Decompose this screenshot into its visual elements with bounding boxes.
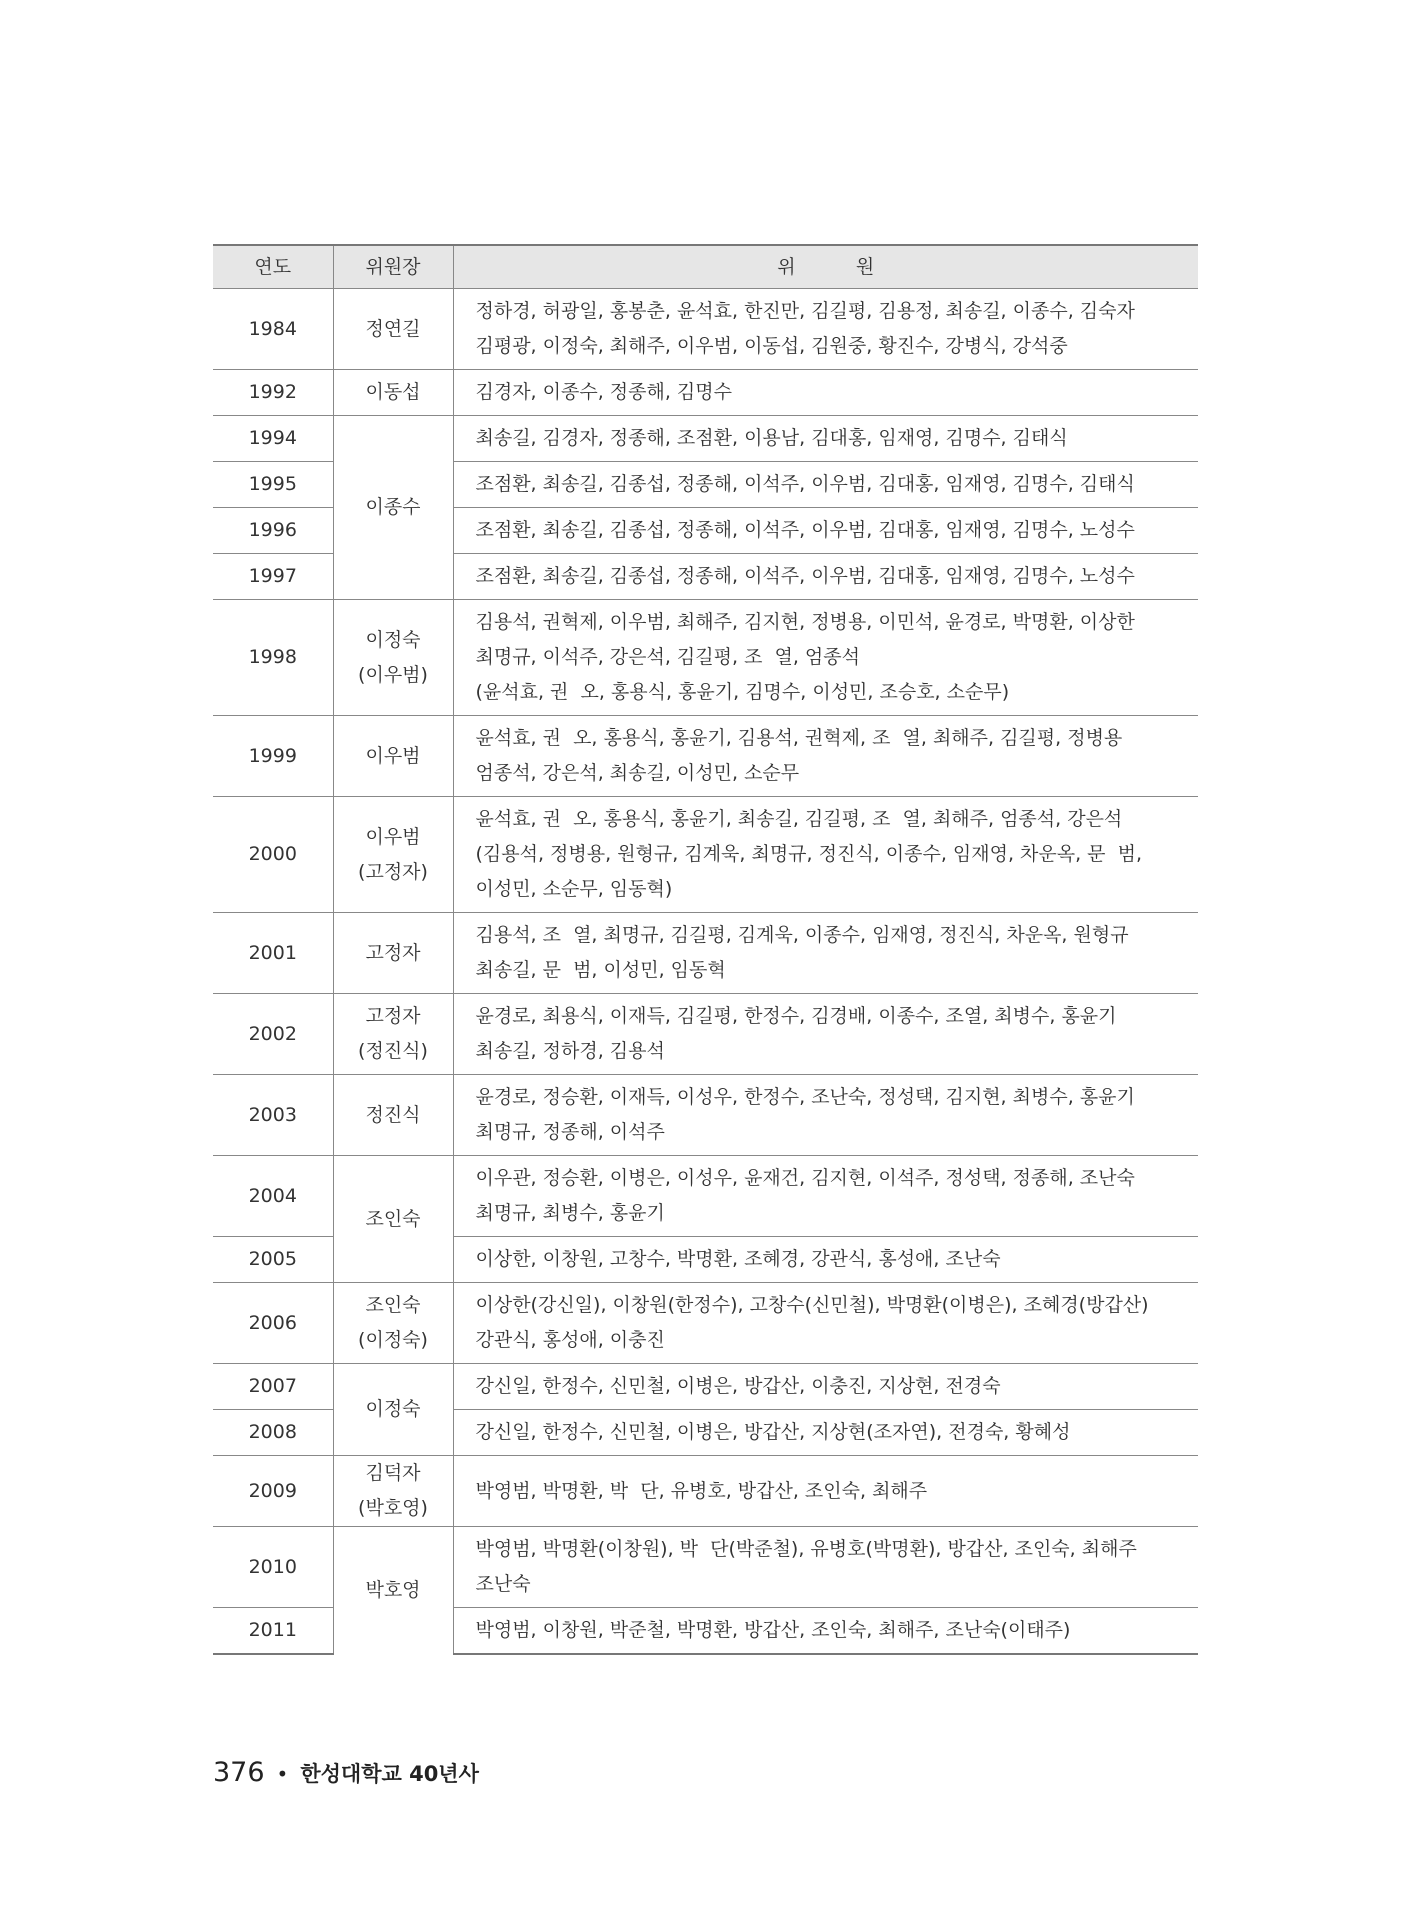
table-row [213,716,1198,797]
chair-name: 이정숙 [365,628,421,651]
members-line: 이성민, 소순무, 임동혁) [475,878,673,900]
members-cell [453,600,1198,716]
chair-cell [333,1075,453,1156]
members-line: 정하경, 허광일, 홍봉춘, 윤석효, 한진만, 김길평, 김용정, 최송길, 이종수, 김숙자 [475,300,1135,322]
page-number: 376 [213,1757,265,1788]
year-cell: 1995 [213,462,333,508]
table-row [213,1527,1198,1608]
year-cell: 1994 [213,416,333,462]
members-cell [453,508,1198,554]
chair-name: 고정자 [365,1005,421,1027]
members-line: 조점환, 최송길, 김종섭, 정종해, 이석주, 이우범, 김대홍, 임재영, 김명수, 김태식 [475,473,1135,495]
committee-table [213,244,1198,1655]
year-cell: 2007 [213,1364,333,1410]
table-row [213,416,1198,462]
chair-name: (박호영) [358,1497,428,1519]
header-members: 위 원 [453,245,1198,289]
footer-bullet: • [276,1762,289,1786]
chair-cell [333,1364,453,1456]
chair-name: 이우범 [365,744,421,767]
members-cell [453,554,1198,600]
members-line: 박영범, 박명환, 박 단, 유병호, 방갑산, 조인숙, 최해주 [475,1479,928,1502]
table-row [213,1456,1198,1527]
members-line: 박영범, 박명환(이창원), 박 단(박준철), 유병호(박명환), 방갑산, 조인숙, 최해주 [475,1538,1137,1560]
chair-name: 박호영 [365,1579,421,1601]
members-line: 김용석, 권혁제, 이우범, 최해주, 김지현, 정병용, 이민석, 윤경로, 박명환, 이상한 [475,611,1135,633]
members-cell [453,289,1198,370]
chair-name: (이우범) [358,663,428,686]
members-line: 최명규, 이석주, 강은석, 김길평, 조 열, 엄종석 [475,646,860,668]
members-line: 강관식, 홍성애, 이충진 [475,1329,665,1351]
year-cell: 2010 [213,1527,333,1608]
members-cell [453,462,1198,508]
chair-cell [333,600,453,716]
members-line: 강신일, 한정수, 신민철, 이병은, 방갑산, 지상현(조자연), 전경숙, 황혜성 [475,1421,1071,1443]
year-cell: 1999 [213,716,333,797]
members-cell [453,1410,1198,1456]
chair-name: 김덕자 [365,1462,421,1484]
members-line: 윤석효, 권 오, 홍용식, 홍윤기, 김용석, 권혁제, 조 열, 최해주, 김길평, 정병용 [475,727,1123,749]
table-row [213,1156,1198,1237]
table-row [213,913,1198,994]
members-line: (김용석, 정병용, 원형규, 김계욱, 최명규, 정진식, 이종수, 임재영, 차운옥, 문 범, [475,843,1143,865]
chair-name: 이동섭 [365,381,421,403]
members-line: 최송길, 정하경, 김용석 [475,1040,665,1062]
chair-name: (이정숙) [358,1329,428,1351]
header-year: 연도 [213,245,333,289]
members-cell [453,1075,1198,1156]
year-cell: 2011 [213,1608,333,1655]
chair-name: 이정숙 [365,1398,421,1420]
chair-name: (정진식) [358,1040,428,1062]
members-line: 최명규, 정종해, 이석주 [475,1121,665,1143]
members-line: 김경자, 이종수, 정종해, 김명수 [475,381,732,403]
members-line: 박영범, 이창원, 박준철, 박명환, 방갑산, 조인숙, 최해주, 조난숙(이태주) [475,1619,1071,1641]
members-cell [453,994,1198,1075]
members-line: 윤경로, 정승환, 이재득, 이성우, 한정수, 조난숙, 정성택, 김지현, 최병수, 홍윤기 [475,1086,1135,1108]
members-line: 조점환, 최송길, 김종섭, 정종해, 이석주, 이우범, 김대홍, 임재영, 김명수, 노성수 [475,519,1135,541]
members-cell [453,913,1198,994]
members-line: 강신일, 한정수, 신민철, 이병은, 방갑산, 이충진, 지상현, 전경숙 [475,1375,1001,1397]
year-cell: 2004 [213,1156,333,1237]
table-row [213,797,1198,913]
table-row [213,1283,1198,1364]
members-line: (윤석효, 권 오, 홍용식, 홍윤기, 김명수, 이성민, 조승호, 소순무) [475,681,1010,703]
members-cell [453,797,1198,913]
members-cell [453,1527,1198,1608]
members-line: 최송길, 문 범, 이성민, 임동혁 [475,959,726,981]
chair-cell [333,1527,453,1655]
year-cell: 2001 [213,913,333,994]
chair-cell [333,1283,453,1364]
members-line: 조난숙 [475,1573,531,1595]
members-line: 김용석, 조 열, 최명규, 김길평, 김계욱, 이종수, 임재영, 정진식, 차운옥, 원형규 [475,924,1129,946]
year-cell: 1992 [213,370,333,416]
table-row [213,1364,1198,1410]
table-row [213,289,1198,370]
table-row [213,1075,1198,1156]
members-line: 이상한, 이창원, 고창수, 박명환, 조혜경, 강관식, 홍성애, 조난숙 [475,1248,1001,1270]
table-row [213,370,1198,416]
members-cell [453,1608,1198,1655]
members-cell [453,416,1198,462]
year-cell: 2003 [213,1075,333,1156]
chair-cell [333,1156,453,1283]
year-cell: 2008 [213,1410,333,1456]
members-cell [453,1156,1198,1237]
members-cell [453,1364,1198,1410]
year-cell: 1998 [213,600,333,716]
year-cell: 1996 [213,508,333,554]
members-cell [453,1456,1198,1527]
table-header-row [213,245,1198,289]
chair-cell [333,797,453,913]
chair-name: 정연길 [365,317,421,340]
table-body [213,289,1198,1655]
members-cell [453,1237,1198,1283]
members-line: 최명규, 최병수, 홍윤기 [475,1202,665,1224]
chair-cell [333,716,453,797]
chair-name: 고정자 [365,941,421,964]
chair-name: 이종수 [365,496,421,518]
members-cell [453,716,1198,797]
chair-name: 조인숙 [365,1207,421,1230]
year-cell: 1984 [213,289,333,370]
chair-name: 이우범 [365,825,421,848]
table-row [213,600,1198,716]
members-line: 이우관, 정승환, 이병은, 이성우, 윤재건, 김지현, 이석주, 정성택, 정종해, 조난숙 [475,1167,1135,1189]
chair-cell [333,1456,453,1527]
chair-name: 정진식 [365,1103,421,1126]
page-footer [213,1757,479,1797]
year-cell: 1997 [213,554,333,600]
year-cell: 2005 [213,1237,333,1283]
year-cell: 2002 [213,994,333,1075]
members-cell [453,370,1198,416]
chair-cell [333,913,453,994]
year-cell: 2006 [213,1283,333,1364]
members-line: 엄종석, 강은석, 최송길, 이성민, 소순무 [475,762,800,784]
header-chair: 위원장 [333,245,453,289]
year-cell: 2000 [213,797,333,913]
members-line: 윤경로, 최용식, 이재득, 김길평, 한정수, 김경배, 이종수, 조열, 최병수, 홍윤기 [475,1005,1117,1027]
members-cell [453,1283,1198,1364]
members-line: 윤석효, 권 오, 홍용식, 홍윤기, 최송길, 김길평, 조 열, 최해주, 엄종석, 강은석 [475,808,1123,830]
chair-name: 조인숙 [365,1294,421,1316]
members-line: 조점환, 최송길, 김종섭, 정종해, 이석주, 이우범, 김대홍, 임재영, 김명수, 노성수 [475,565,1135,587]
members-line: 김평광, 이정숙, 최해주, 이우범, 이동섭, 김원중, 황진수, 강병식, 강석중 [475,335,1068,357]
book-title: 한성대학교 40년사 [300,1762,479,1786]
table-row [213,994,1198,1075]
chair-name: (고정자) [358,860,428,883]
year-cell: 2009 [213,1456,333,1527]
members-line: 이상한(강신일), 이창원(한정수), 고창수(신민철), 박명환(이병은), 조혜경(방갑산) [475,1294,1149,1316]
chair-cell [333,416,453,600]
members-line: 최송길, 김경자, 정종해, 조점환, 이용남, 김대홍, 임재영, 김명수, 김태식 [475,427,1068,449]
chair-cell [333,289,453,370]
chair-cell [333,994,453,1075]
chair-cell [333,370,453,416]
